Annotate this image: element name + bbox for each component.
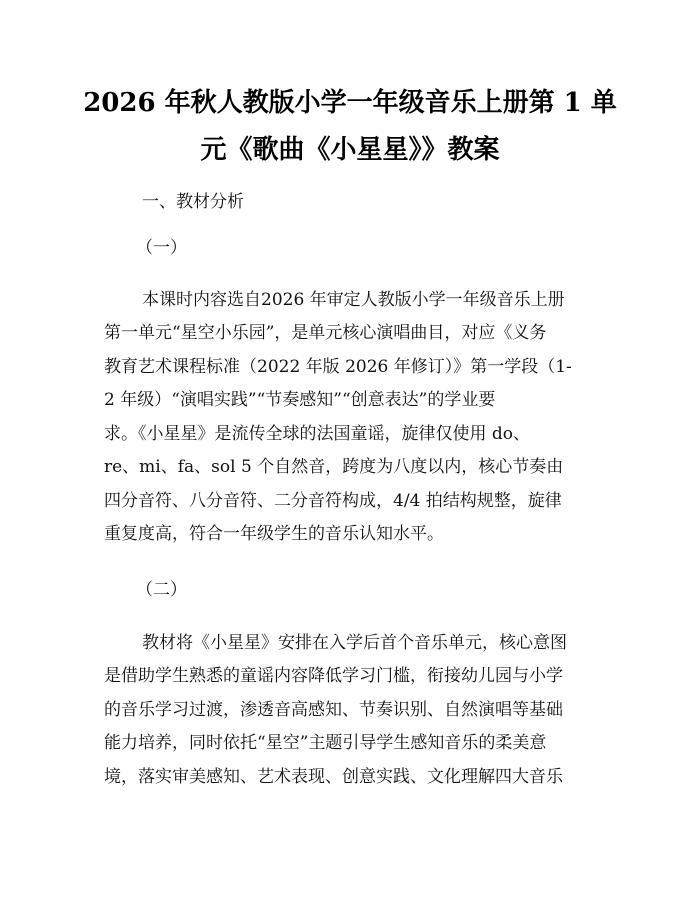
document-title-line-2: 元《歌曲《小星星》》教案 <box>200 135 500 165</box>
section-heading-textbook-analysis: 一、教材分析 <box>142 192 244 212</box>
paragraph-2-line: 是借助学生熟悉的童谣内容降低学习门槛，衔接幼儿园与小学 <box>104 666 563 686</box>
paragraph-1-line: 2 年级）“演唱实践”“节奏感知”“创意表达”的学业要 <box>104 390 496 410</box>
paragraph-1-line: 第一单元“星空小乐园”，是单元核心演唱曲目，对应《义务 <box>104 323 547 343</box>
document-title-line-1: 2026 年秋人教版小学一年级音乐上册第 1 单 <box>83 88 617 118</box>
paragraph-2-line: 教材将《小星星》安排在入学后首个音乐单元，核心意图 <box>142 633 567 653</box>
subsection-heading-2: （二） <box>136 580 187 600</box>
paragraph-2-line: 能力培养，同时依托“星空”主题引导学生感知音乐的柔美意 <box>104 733 547 753</box>
paragraph-1-line: 四分音符、八分音符、二分音符构成，4/4 拍结构规整，旋律 <box>104 491 562 511</box>
paragraph-1-line: re、mi、fa、sol 5 个自然音，跨度为八度以内，核心节奏由 <box>104 457 564 477</box>
paragraph-1-line: 求。《小星星》是流传全球的法国童谣，旋律仅使用 do、 <box>104 424 531 444</box>
paragraph-1-line: 重复度高，符合一年级学生的音乐认知水平。 <box>104 524 444 544</box>
paragraph-2-line: 的音乐学习过渡，渗透音高感知、节奏识别、自然演唱等基础 <box>104 700 563 720</box>
subsection-heading-1: （一） <box>136 238 187 258</box>
paragraph-1-line: 教育艺术课程标准（2022 年版 2026 年修订）》第一学段（1- <box>104 357 572 377</box>
paragraph-2-line: 境，落实审美感知、艺术表现、创意实践、文化理解四大音乐 <box>104 767 563 787</box>
paragraph-1-line: 本课时内容选自2026 年审定人教版小学一年级音乐上册 <box>142 290 565 310</box>
